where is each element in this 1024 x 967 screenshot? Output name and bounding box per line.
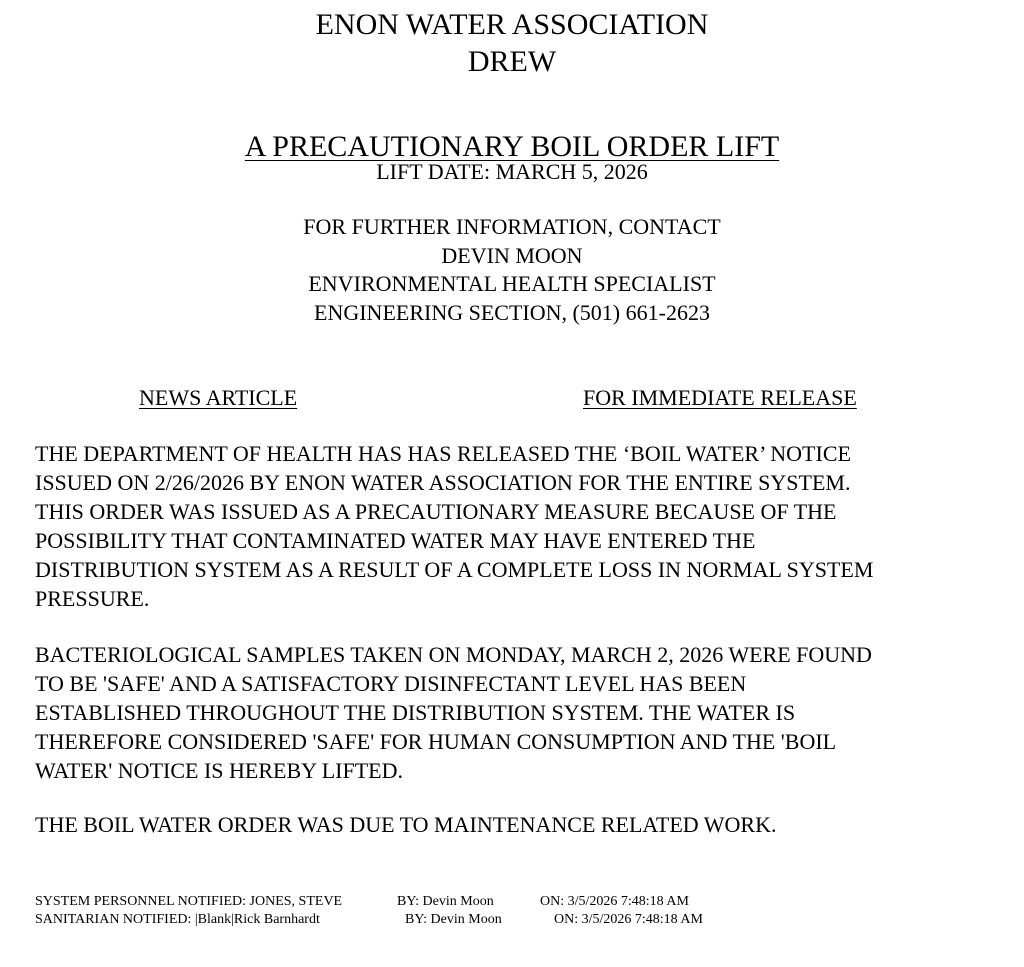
sanitarian-by: BY: Devin Moon bbox=[405, 912, 502, 927]
contact-name: DEVIN MOON bbox=[441, 242, 583, 268]
contact-phone: ENGINEERING SECTION, (501) 661-2623 bbox=[314, 299, 710, 325]
contact-line: FOR FURTHER INFORMATION, CONTACT bbox=[303, 214, 721, 239]
contact-title: ENVIRONMENTAL HEALTH SPECIALIST bbox=[308, 271, 716, 296]
sanitarian-on: ON: 3/5/2026 7:48:18 AM bbox=[554, 912, 703, 927]
body-paragraph-2 bbox=[35, 640, 1010, 785]
footer-sanitarian-line bbox=[35, 911, 703, 929]
personnel-on: ON: 3/5/2026 7:48:18 AM bbox=[540, 894, 689, 909]
personnel-notified: SYSTEM PERSONNEL NOTIFIED: JONES, STEVE bbox=[35, 894, 343, 909]
paragraph-line: WATER' NOTICE IS HEREBY LIFTED. bbox=[35, 758, 403, 783]
org-name: ENON WATER ASSOCIATION bbox=[315, 8, 709, 41]
paragraph-line: DISTRIBUTION SYSTEM AS A RESULT OF A COMPLETE LOSS IN NORMAL SYSTEM bbox=[35, 557, 874, 582]
sanitarian-notified: SANITARIAN NOTIFIED: |Blank|Rick Barnhardt bbox=[35, 912, 320, 927]
paragraph-line: THIS ORDER WAS ISSUED AS A PRECAUTIONARY MEASURE BECAUSE OF THE bbox=[35, 499, 837, 524]
contact-block bbox=[0, 213, 1024, 327]
paragraph-line: ESTABLISHED THROUGHOUT THE DISTRIBUTION SYSTEM. THE WATER IS bbox=[35, 700, 796, 725]
paragraph-line: THEREFORE CONSIDERED 'SAFE' FOR HUMAN CONSUMPTION AND THE 'BOIL bbox=[35, 729, 837, 754]
footer-personnel-line bbox=[35, 893, 689, 911]
paragraph-line: POSSIBILITY THAT CONTAMINATED WATER MAY HAVE ENTERED THE bbox=[35, 528, 756, 553]
paragraph-line: BACTERIOLOGICAL SAMPLES TAKEN ON MONDAY, MARCH 2, 2026 WERE FOUND bbox=[35, 642, 872, 667]
body-paragraph-1 bbox=[35, 439, 1010, 613]
document-header bbox=[0, 6, 1024, 80]
paragraph-line: ISSUED ON 2/26/2026 BY ENON WATER ASSOCIATION FOR THE ENTIRE SYSTEM. bbox=[35, 470, 851, 495]
notice-title: A PRECAUTIONARY BOIL ORDER LIFT bbox=[244, 130, 780, 163]
paragraph-line: THE DEPARTMENT OF HEALTH HAS HAS RELEASED THE ‘BOIL WATER’ NOTICE bbox=[35, 441, 851, 466]
paragraph-line: PRESSURE. bbox=[35, 586, 150, 611]
county-name: DREW bbox=[467, 45, 557, 78]
lift-date: LIFT DATE: MARCH 5, 2026 bbox=[376, 159, 648, 184]
release-label: FOR IMMEDIATE RELEASE bbox=[583, 385, 857, 410]
paragraph-line: TO BE 'SAFE' AND A SATISFACTORY DISINFECTANT LEVEL HAS BEEN bbox=[35, 671, 747, 696]
personnel-by: BY: Devin Moon bbox=[397, 894, 494, 909]
paragraph-line: THE BOIL WATER ORDER WAS DUE TO MAINTENANCE RELATED WORK. bbox=[35, 812, 777, 837]
news-article-label: NEWS ARTICLE bbox=[139, 385, 298, 410]
body-paragraph-3 bbox=[35, 810, 1010, 839]
